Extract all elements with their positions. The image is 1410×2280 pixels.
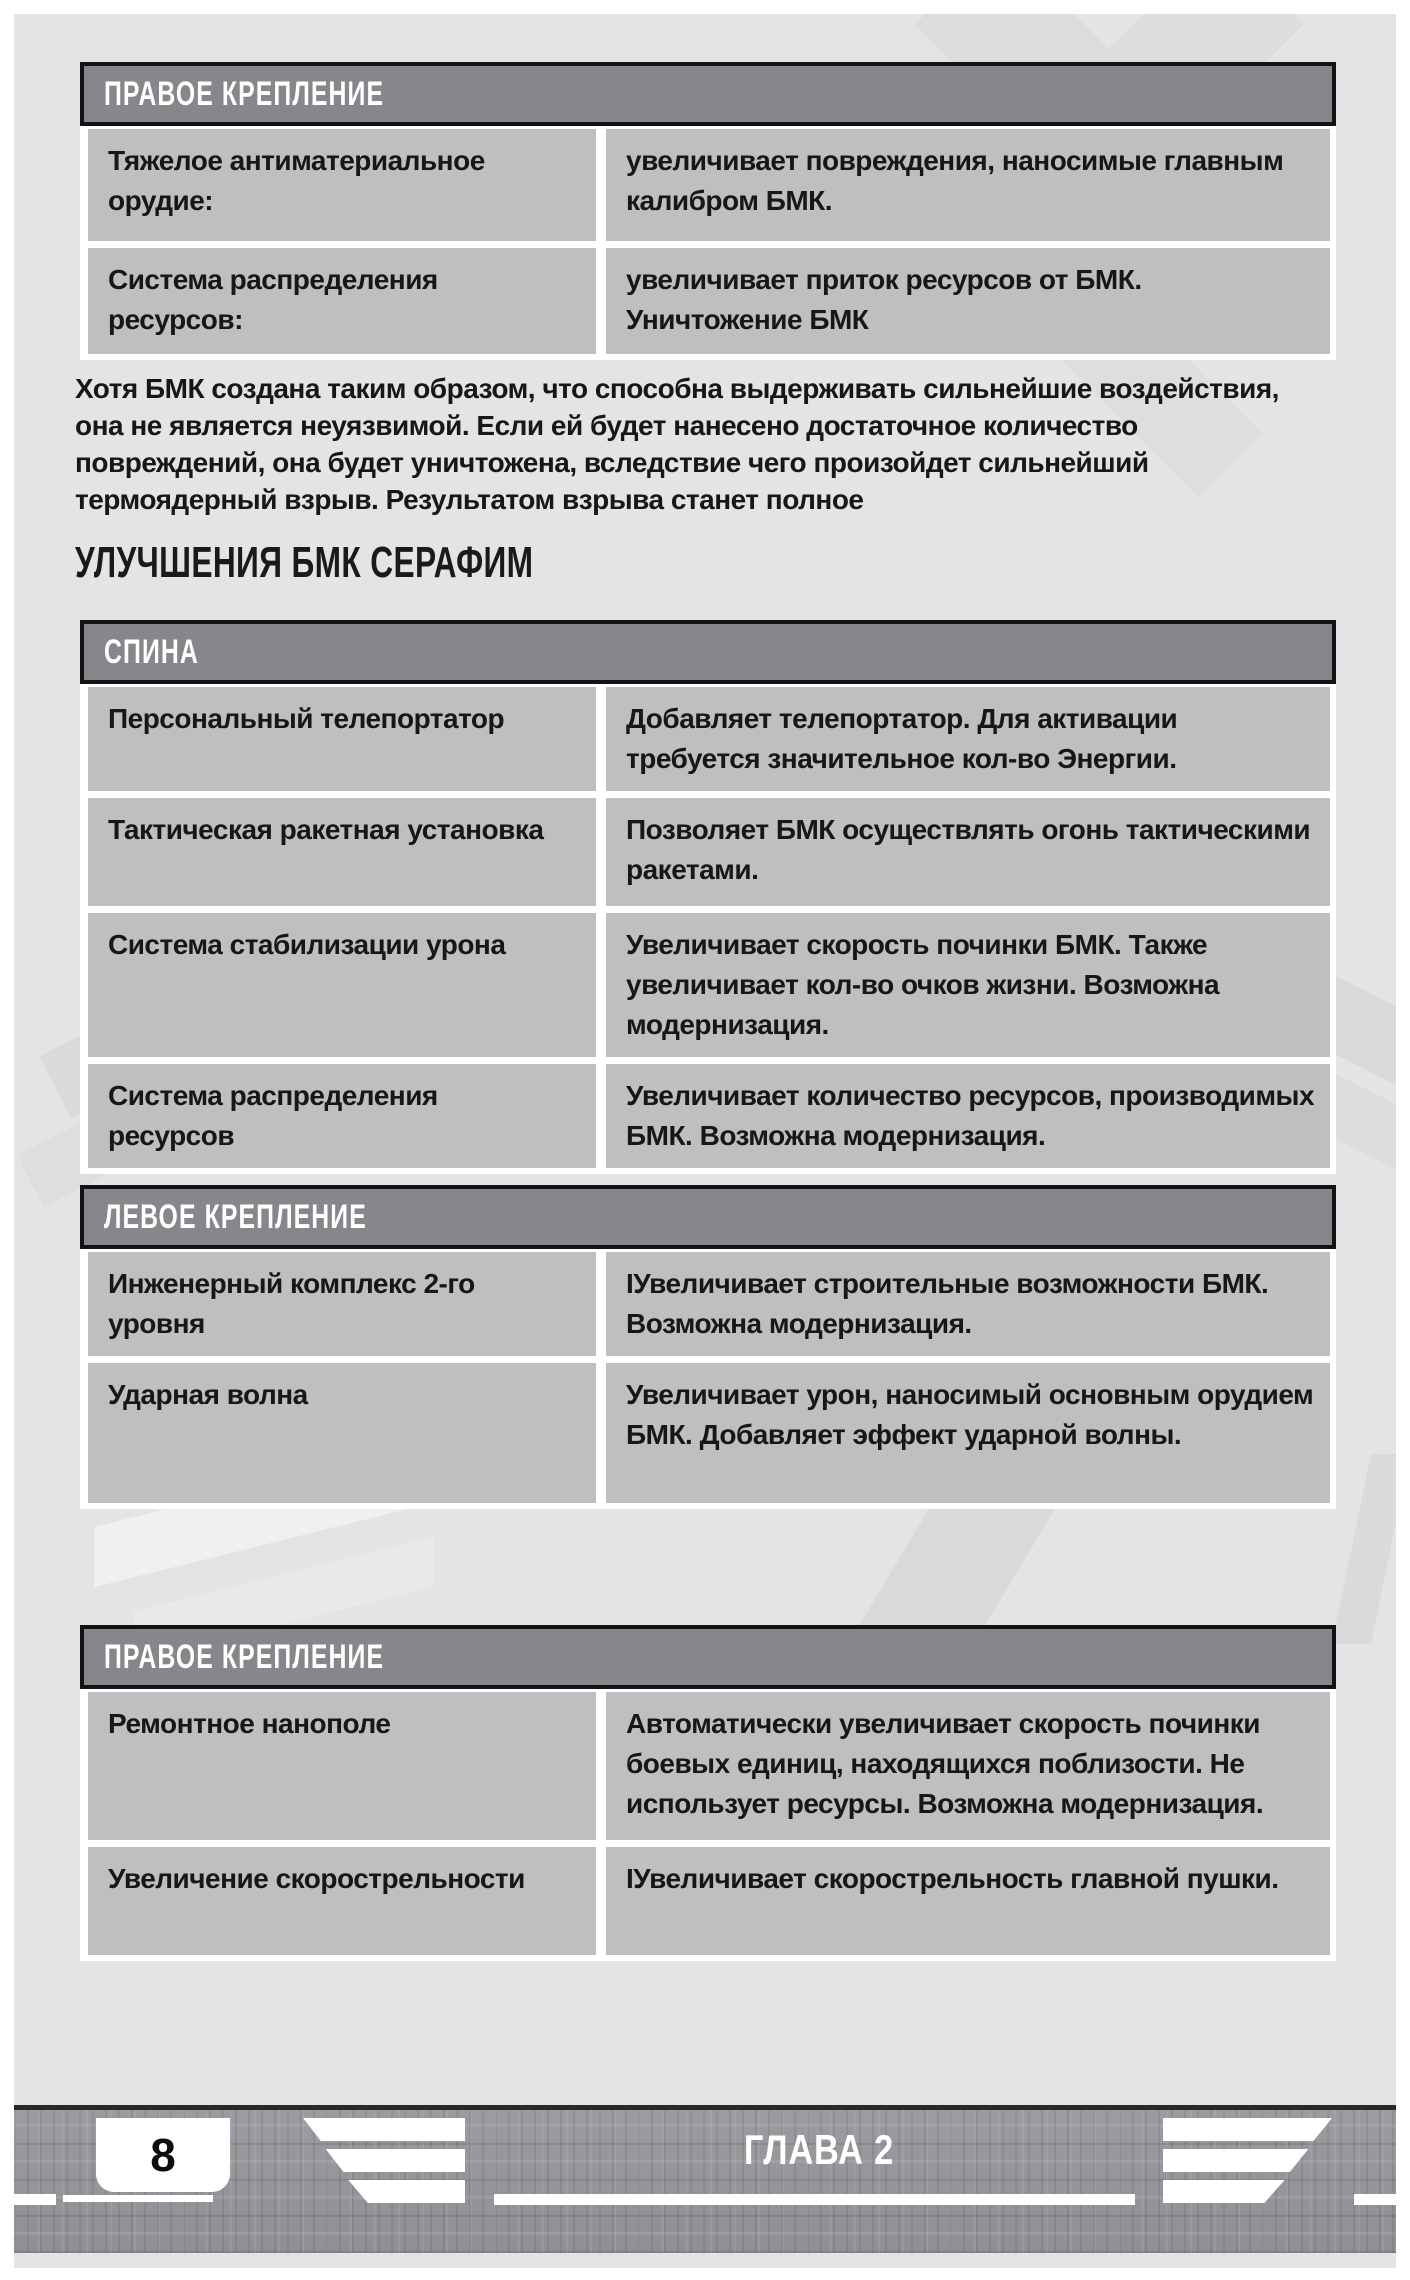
table-body: [80, 684, 1336, 1174]
footer-divider-line: [1354, 2194, 1396, 2205]
table-row: [88, 1252, 1330, 1356]
table-row: [88, 1692, 1330, 1840]
desc-cell: Увеличивает количество ресурсов, производимых БМК. Возможна модернизация.: [606, 1064, 1330, 1168]
footer-divider-line: [14, 2194, 56, 2205]
term-cell: Увеличение скорострельности: [88, 1847, 596, 1955]
table-body: [80, 1249, 1336, 1509]
table-row: [88, 248, 1330, 354]
term-cell: Система стабилизации урона: [88, 913, 596, 1057]
table-header-bar: [80, 1625, 1336, 1689]
table-header-label: СПИНА: [104, 632, 199, 671]
table-right-mount-top: [80, 62, 1336, 360]
table-row: [88, 1847, 1330, 1955]
watermark-zigzag-shape: [1332, 1454, 1396, 1644]
page-number: 8: [150, 2129, 176, 2181]
footer-divider-line: [63, 2195, 213, 2202]
term-cell: Система распределения ресурсов:: [88, 248, 596, 354]
desc-cell: увеличивает приток ресурсов от БМК. Уничтожение БМК: [606, 248, 1330, 354]
term-cell: Тяжелое антиматериальное орудие:: [88, 129, 596, 241]
table-back: [80, 620, 1336, 1174]
triple-stripe-right-icon: [1163, 2118, 1332, 2203]
table-row: [88, 1064, 1330, 1168]
footer-divider-line: [494, 2194, 1135, 2205]
section-title: УЛУЧШЕНИЯ БМК СЕРАФИМ: [75, 538, 534, 587]
table-right-mount-bottom: [80, 1625, 1336, 1961]
desc-cell: Увеличивает скорость починки БМК. Также увеличивает кол-во очков жизни. Возможна модернизация.: [606, 913, 1330, 1057]
triple-stripe-left-icon: [303, 2118, 465, 2203]
term-cell: Система распределения ресурсов: [88, 1064, 596, 1168]
table-header-label: ПРАВОЕ КРЕПЛЕНИЕ: [104, 1637, 385, 1676]
table-body: [80, 126, 1336, 360]
body-paragraph: Хотя БМК создана таким образом, что способна выдерживать сильнейшие воздействия, она не является неуязвимой. Если ей будет нанесено достаточное количество повреждений, она будет уничтожена, вследствие чего произойдет сильнейший термоядерный взрыв. Результатом взрыва станет полное: [75, 373, 1279, 515]
term-cell: Инженерный комплекс 2-го уровня: [88, 1252, 596, 1356]
table-header-bar: [80, 1185, 1336, 1249]
table-header-bar: [80, 620, 1336, 684]
table-row: [88, 1363, 1330, 1503]
footer-band: [14, 2105, 1396, 2253]
watermark-zigzag-shape: [854, 1494, 1064, 1634]
desc-cell: Увеличивает урон, наносимый основным орудием БМК. Добавляет эффект ударной волны.: [606, 1363, 1330, 1503]
desc-cell: Автоматически увеличивает скорость починки боевых единиц, находящихся поблизости. Не использует ресурсы. Возможна модернизация.: [606, 1692, 1330, 1840]
table-row: [88, 687, 1330, 791]
desc-cell: IУвеличивает скорострельность главной пушки.: [606, 1847, 1330, 1955]
table-row: [88, 129, 1330, 241]
term-cell: Тактическая ракетная установка: [88, 798, 596, 906]
term-cell: Персональный телепортатор: [88, 687, 596, 791]
table-header-label: ПРАВОЕ КРЕПЛЕНИЕ: [104, 74, 385, 113]
table-body: [80, 1689, 1336, 1961]
desc-cell: IУвеличивает строительные возможности БМК. Возможна модернизация.: [606, 1252, 1330, 1356]
term-cell: Ударная волна: [88, 1363, 596, 1503]
desc-cell: увеличивает повреждения, наносимые главным калибром БМК.: [606, 129, 1330, 241]
page-background: [14, 14, 1396, 2268]
term-cell: Ремонтное нанополе: [88, 1692, 596, 1840]
table-header-label: ЛЕВОЕ КРЕПЛЕНИЕ: [104, 1197, 367, 1236]
table-left-mount: [80, 1185, 1336, 1509]
table-header-bar: [80, 62, 1336, 126]
desc-cell: Позволяет БМК осуществлять огонь тактическими ракетами.: [606, 798, 1330, 906]
chapter-label: ГЛАВА 2: [743, 2126, 895, 2173]
table-row: [88, 798, 1330, 906]
desc-cell: Добавляет телепортатор. Для активации требуется значительное кол-во Энергии.: [606, 687, 1330, 791]
page-number-tab: [96, 2118, 230, 2192]
table-row: [88, 913, 1330, 1057]
